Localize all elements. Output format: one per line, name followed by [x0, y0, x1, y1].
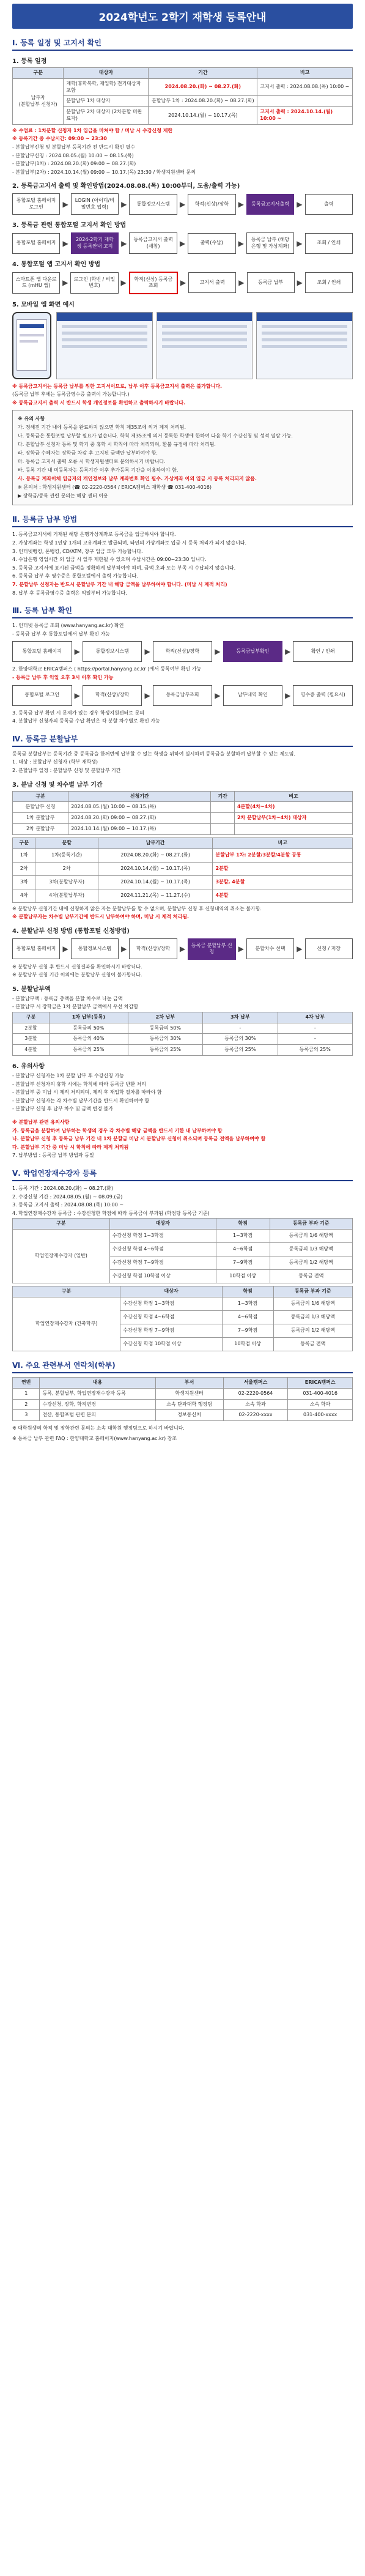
- flow-step: 통합포털 로그인: [12, 685, 72, 706]
- flow-confirm-2: [12, 685, 353, 706]
- cell: 등록금의 1/6 해당액: [273, 1297, 352, 1310]
- table-row: [13, 1388, 353, 1399]
- flow-step: 통합정보시스템: [71, 938, 119, 959]
- arrow-icon: ▶: [297, 945, 303, 954]
- table-row: [13, 889, 353, 902]
- installment-period-table: [12, 837, 353, 903]
- flow-step: 학적(신상)/장학: [188, 194, 235, 215]
- table-row: [13, 78, 353, 96]
- arrow-icon: ▶: [297, 239, 303, 248]
- flow-step: 로그인 (학번 / 비밀번호): [70, 272, 118, 294]
- section-2-heading: Ⅱ. 등록금 납부 방법: [12, 514, 353, 527]
- table-row: [13, 813, 353, 824]
- contact-table: [12, 1377, 353, 1421]
- screen-example: [56, 312, 153, 379]
- th: 부서: [155, 1377, 223, 1388]
- cell: 등록금의 25%: [278, 1045, 352, 1056]
- s5-line: 4. 학업연장재수강자 등록금 : 수강신청한 학점에 따라 등록금이 부과됨 (학점당 등록금 기준): [12, 1210, 210, 1216]
- cell: 등록금의 30%: [128, 1034, 202, 1045]
- cell: -: [278, 1023, 352, 1034]
- cell: 수강신청 학점 1~3학점: [109, 1230, 216, 1243]
- app-note: ※ 등록금고지서 출력 시 반드시 학생 개인정보를 확인하고 출력하시기 바랍니다.: [12, 399, 186, 406]
- s2-line: 5. 등록금 고지서에 표시된 금액을 정확하게 납부하여야 하며, 금액 초과 또는 부족 시 수납되지 않습니다.: [12, 565, 236, 571]
- th: 구분: [13, 1012, 50, 1023]
- th: 비고: [213, 837, 353, 848]
- s4-red: ※ 분할납부 관련 유의사항: [12, 1119, 70, 1126]
- arrow-icon: ▶: [297, 199, 303, 209]
- cell: 4차(분할납부자): [35, 889, 98, 902]
- cell: 수강신청 학점 4~6학점: [109, 1243, 216, 1256]
- contact2: ▶ 장학금/등록 관련 문의는 해당 센터 이용: [18, 493, 108, 499]
- arrow-icon: ▶: [238, 278, 245, 288]
- screen-examples: [56, 312, 353, 379]
- cell: 학업연장재수강자 (건축학부): [13, 1297, 120, 1351]
- cell: 3차: [13, 875, 35, 889]
- cell: 등록금의 1/2 해당액: [273, 1324, 352, 1337]
- cell: 납부자 (분할납부 신청자): [13, 78, 64, 124]
- cell: 분할납부 2차 대상자 (2차분할 미완료자): [64, 107, 149, 125]
- th: 연번: [13, 1377, 40, 1388]
- arrow-icon: ▶: [180, 278, 186, 288]
- flow-confirm: [12, 641, 353, 662]
- cell: 2차: [35, 862, 98, 875]
- cell: 수강신청 학점 4~6학점: [120, 1310, 222, 1324]
- schedule-table: [12, 67, 353, 125]
- th: 분할: [35, 837, 98, 848]
- caution-item: 나. 등록금은 통합포털 납부할 필요가 없습니다. 학칙 제35조에 의거 등록한 학생에 한하여 다음 학기 수강신청 및 성적 열람 가능.: [18, 433, 293, 439]
- arrow-icon: ▶: [179, 239, 186, 248]
- s4-line6: - 분할납부 신청자는 각 차수별 납부기간을 반드시 확인하여야 함: [12, 1097, 150, 1104]
- table-row: [13, 1023, 353, 1034]
- table-row: [13, 1230, 353, 1243]
- s2-line: 1. 등록금고지서에 기재된 해당 은행가상계좌로 등록금을 입금하셔야 합니다.: [12, 532, 176, 538]
- cell: 2차: [13, 862, 35, 875]
- flow-step: 등록금고지서출력: [246, 194, 294, 215]
- table-row: [13, 1045, 353, 1056]
- cell: 수강신청 학점 10학점 이상: [109, 1270, 216, 1283]
- app-note: (등록금 납부 후에는 등록금영수증 출력이 가능합니다.): [12, 392, 130, 398]
- th: 학점: [216, 1219, 270, 1230]
- flow-step: 납부내역 확인: [223, 685, 283, 706]
- table-row: [13, 802, 353, 813]
- s2-red-line: 7. 분할납부 신청자는 반드시 분할납부 기간 내 해당 금액을 납부하여야 합니다. (미납 시 제적 처리): [12, 582, 227, 588]
- cell: 수강신청 학점 7~9학점: [120, 1324, 222, 1337]
- flow-step: 통합포털 홈페이지 로그인: [12, 193, 60, 215]
- cell: 2: [13, 1399, 40, 1410]
- s1-sub1: 1. 등록 일정: [12, 58, 47, 65]
- s4-sub1: 1. 대상 : 분할납부 신청자 (학부 재학생): [12, 759, 98, 765]
- caution-title: ※ 유의 사항: [18, 416, 45, 422]
- cell: 031-400-4016: [288, 1388, 353, 1399]
- cell: [257, 96, 353, 107]
- th: 등록금 부과 기준: [273, 1286, 352, 1297]
- cell: 10학점 이상: [222, 1337, 273, 1351]
- arrow-icon: ▶: [120, 278, 127, 288]
- flow-step: 출력: [305, 194, 353, 215]
- s5-line: 2. 수강신청 기간 : 2024.08.05.(월) ~ 08.09.(금): [12, 1193, 123, 1200]
- caution-item: 라. 장학금 수혜자는 장학금 차감 후 고지된 금액만 납부하여야 함.: [18, 450, 158, 456]
- s4-red: 나. 분할납부 신청 후 등록금 납부 기간 내 1차 분할금 미납 시 분할납부 신청이 취소되며 등록금 전액을 납부하여야 함: [12, 1136, 266, 1142]
- th: 대상자: [120, 1286, 222, 1297]
- s4-line6: - 분할납부 신청자의 휴학 시에는 학칙에 따라 등록금 반환 처리: [12, 1081, 146, 1087]
- cell: 수강신청 학점 1~3학점: [120, 1297, 222, 1310]
- cell: 1~3학점: [222, 1297, 273, 1310]
- s4-intro: 등록금 분할납부는 등록기간 중 등록금을 한꺼번에 납부할 수 없는 학생을 위하여 실시하며 등록금을 분할하여 납부할 수 있는 제도임.: [12, 751, 296, 757]
- flow-step: 통합포털 홈페이지: [12, 233, 60, 254]
- s1-sub2b: 3. 등록금 관련 통합포털 고지서 확인 방법: [12, 222, 127, 229]
- arrow-icon: ▶: [238, 199, 244, 209]
- flow-step: 등록금납부조회: [153, 685, 213, 706]
- th: 구분: [13, 1286, 120, 1297]
- footer-note: ※ 대학원생의 학적 및 장학관련 문의는 소속 대학원 행정팀으로 하시기 바랍니다.: [12, 1425, 185, 1431]
- cell: 3: [13, 1410, 40, 1421]
- th: 대상자: [109, 1219, 216, 1230]
- cell: [234, 823, 352, 834]
- th: 구분: [13, 1219, 110, 1230]
- cell: 4차: [13, 889, 35, 902]
- arrow-icon: ▶: [121, 239, 127, 248]
- cell: [211, 802, 235, 813]
- flow-step: 고지서 출력: [188, 272, 236, 293]
- cell: -: [278, 1034, 352, 1045]
- cell: 2차 분할납부(1차~4차) 대상자: [234, 813, 352, 824]
- th: 구분: [13, 68, 64, 79]
- th: 비고: [257, 68, 353, 79]
- cell: 등록금의 1/3 해당액: [270, 1243, 352, 1256]
- sub-line: - 분할납부(1차) : 2024.08.20.(화) 09:00 ~ 08.27.(화): [12, 161, 136, 167]
- flow-step: 조회 / 인쇄: [305, 272, 353, 293]
- s2-last: 8. 납부 후 등록금영수증 출력은 익일부터 가능합니다.: [12, 590, 127, 596]
- arrow-icon: ▶: [238, 945, 244, 954]
- cell: 2024.08.20.(화) ~ 08.27.(화): [98, 848, 213, 862]
- cell: 10학점 이상: [216, 1270, 270, 1283]
- cell: [211, 813, 235, 824]
- cell: 4~6학점: [216, 1243, 270, 1256]
- cell: 1차(등록기간): [35, 848, 98, 862]
- cell: 등록, 분할납부, 학업연장재수강자 등록: [40, 1388, 155, 1399]
- cell: 등록금의 25%: [128, 1045, 202, 1056]
- cell: 학생지원센터: [155, 1388, 223, 1399]
- arrow-icon: ▶: [74, 647, 80, 656]
- cell: 재학(휴학복학, 재입학) 전기대상자 포함: [64, 78, 149, 96]
- s3-line3: 3. 등록금 납부 확인 시 문제가 있는 경우 학생지원센터로 문의: [12, 710, 144, 716]
- cell: 4~6학점: [222, 1310, 273, 1324]
- cell: 등록금의 50%: [128, 1023, 202, 1034]
- th: 구분: [13, 837, 35, 848]
- phone-mockup-icon: [12, 312, 51, 379]
- th: 기간: [211, 791, 235, 802]
- arrow-icon: ▶: [238, 239, 244, 248]
- table-row: [13, 1399, 353, 1410]
- table-row: [13, 1410, 353, 1421]
- flow-step: 통합포털 홈페이지: [12, 641, 72, 662]
- cell: 2분할: [213, 862, 353, 875]
- flow-step: 확인 / 인쇄: [293, 641, 353, 662]
- cell: 2024.11.21.(목) ~ 11.27.(수): [98, 889, 213, 902]
- th: 신청기간: [68, 791, 211, 802]
- cell: 등록금의 1/6 해당액: [270, 1230, 352, 1243]
- cell: 분할납부 신청: [13, 802, 68, 813]
- th: 비고: [234, 791, 352, 802]
- cell: 2024.10.14.(월) ~ 10.17.(목): [98, 862, 213, 875]
- th: 4차 납부: [278, 1012, 352, 1023]
- footer-note: ※ 등록금 납부 관련 FAQ : 한양대학교 홈페이지(www.hanyang.ac.kr) 참조: [12, 1436, 177, 1442]
- s1-sub2c: 4. 통합포털 앱 고지서 확인 방법: [12, 261, 101, 268]
- warn-note: ※ 등록기간 중 수납시간: 09:00 ~ 23:30: [12, 136, 107, 142]
- s2-line: 6. 등록금 납부 후 영수증은 통합포털에서 출력 가능합니다.: [12, 573, 138, 579]
- cell: 등록금 전액: [270, 1270, 352, 1283]
- sub-line: - 분할납부신청 및 분할납부 등록기간 전 반드시 확인 필수: [12, 144, 135, 150]
- cell: 7~9학점: [216, 1256, 270, 1270]
- flow-step: 출력(수납): [188, 233, 235, 254]
- s3-line2: - 등록금 납부 후 익일 오후 3시 이후 확인 가능: [12, 675, 114, 680]
- section-1-heading: Ⅰ. 등록 일정 및 고지서 확인: [12, 37, 353, 51]
- th: 2차 납부: [128, 1012, 202, 1023]
- cell: 2차 분할납부: [13, 823, 68, 834]
- th: 대상자: [64, 68, 149, 79]
- cell: 분할납부 1차 : 2024.08.20.(화) ~ 08.27.(화): [149, 96, 257, 107]
- th: 납부기간: [98, 837, 213, 848]
- flow-step: 학적(신상)/장학: [153, 641, 213, 662]
- s2-line: 3. 인터넷뱅킹, 폰뱅킹, CD/ATM, 창구 입금 모두 가능합니다.: [12, 548, 143, 554]
- screen-example: [157, 312, 253, 379]
- cell: 2분할: [13, 1023, 50, 1034]
- th: 학점: [222, 1286, 273, 1297]
- cell: 수강신청 학점 7~9학점: [109, 1256, 216, 1270]
- s4-sub2: 2. 분할납부 일정 : 분할납부 신청 및 분할납부 기간: [12, 767, 121, 773]
- s3-line: - 등록금 납부 후 통합포털에서 납부 확인 가능: [12, 631, 110, 637]
- s5-line: 1. 등록 기간 : 2024.08.20.(화) ~ 08.27.(화): [12, 1186, 113, 1192]
- th: 기간: [149, 68, 257, 79]
- th: 등록금 부과 기준: [270, 1219, 352, 1230]
- table-row: [13, 1297, 353, 1310]
- flow-step: 등록금 납부: [247, 272, 295, 293]
- cell: 소속 단과대학 행정팀: [155, 1399, 223, 1410]
- section-3-heading: Ⅲ. 등록 납부 확인: [12, 605, 353, 618]
- arrow-icon: ▶: [215, 647, 221, 656]
- flow-step: LOGIN (아이디/비밀번호 입력): [71, 193, 119, 215]
- arrow-icon: ▶: [285, 647, 291, 656]
- flow-step: 등록금 납부 (해당은행 및 가상계좌): [246, 232, 294, 254]
- cell: 등록금의 50%: [50, 1023, 128, 1034]
- s4-sub3: 3. 분납 신청 및 차수별 납부 기간: [12, 781, 103, 789]
- caution-item: 마. 등록금 고지서 출력 오류 시 학생지원센터로 문의하시기 바랍니다.: [18, 459, 166, 465]
- section-5-heading: Ⅴ. 학업연장재수강자 등록: [12, 1168, 353, 1181]
- flow-step: 영수증 출력 (필요시): [293, 685, 353, 706]
- s3-line3: 4. 분할납부 신청자의 등록금 수납 확인은 각 분할 차수별로 확인 가능: [12, 718, 160, 724]
- s4-sub5: 5. 분할납부액: [12, 985, 51, 993]
- s4-line5: - 분할납부액 : 등록금 총액을 분할 차수로 나눈 금액: [12, 995, 123, 1001]
- arrow-icon: ▶: [179, 945, 186, 954]
- cell: 등록금의 25%: [50, 1045, 128, 1056]
- flow-app: [12, 272, 353, 294]
- cell: 3차(분할납부자): [35, 875, 98, 889]
- cell: 1차: [13, 848, 35, 862]
- cell: 02-2220-xxxx: [223, 1410, 288, 1421]
- page-title: 2024학년도 2학기 재학생 등록안내: [12, 4, 353, 29]
- arrow-icon: ▶: [285, 691, 291, 700]
- flow-step: 학적(신상)/장학: [129, 938, 177, 959]
- cell: 2024.08.20.(화) ~ 08.27.(화): [149, 78, 257, 96]
- cell: 2024.10.14.(월) 09:00 ~ 10.17.(목): [68, 823, 211, 834]
- arrow-icon: ▶: [62, 945, 68, 954]
- cell: 분할납부 1차: 2분할/3분할/4분할 공통: [213, 848, 353, 862]
- flow-step: 통합정보시스템: [129, 194, 177, 215]
- cell: 4분할(4차~4차): [234, 802, 352, 813]
- cell: 소속 학과: [288, 1399, 353, 1410]
- table-row: [13, 823, 353, 834]
- s4-red: 다. 분할납부 기간 중 미납 시 학칙에 따라 제적 처리됨: [12, 1144, 129, 1150]
- cell: 고지서 출력 : 2024.08.08.(목) 10:00 ~: [257, 78, 353, 96]
- cell: 1: [13, 1388, 40, 1399]
- arrow-icon: ▶: [74, 691, 80, 700]
- flow-step: 분할차수 선택: [246, 938, 294, 959]
- cell: 등록금 전액: [273, 1337, 352, 1351]
- cell: 고지서 출력 : 2024.10.14.(월) 10:00 ~: [257, 107, 353, 125]
- flow-step: 통합정보시스템: [83, 641, 142, 662]
- s4-line6: - 분할납부 신청 후 납부 차수 및 금액 변경 불가: [12, 1106, 113, 1112]
- arrow-icon: ▶: [179, 199, 186, 209]
- flow-step: 등록금고지서 출력 (새창): [129, 232, 177, 254]
- cell: 등록금의 30%: [203, 1034, 278, 1045]
- rows-note: ※ 수업료 : 1차분할 신청자 1차 입금을 마쳐야 함 / 미납 시 수강신청 제한: [12, 127, 173, 133]
- s3-line: 1. 인터넷 등록금 조회 (www.hanyang.ac.kr) 확인: [12, 623, 124, 629]
- flow-portal: [12, 193, 353, 215]
- screen-example: [256, 312, 353, 379]
- flow-step: 학적(신상)/장학: [83, 685, 142, 706]
- cell: 소속 학과: [223, 1399, 288, 1410]
- th: ERICA캠퍼스: [288, 1377, 353, 1388]
- t2-note: ※ 분할납부자는 차수별 납부기간에 반드시 납부하여야 하며, 미납 시 제적 처리됨.: [12, 914, 189, 920]
- cell: 031-400-xxxx: [288, 1410, 353, 1421]
- th: 1차 납부(등록): [50, 1012, 128, 1023]
- sub-line: - 분할납부신청 : 2024.08.05.(월) 10:00 ~ 08.15.(목): [12, 152, 134, 158]
- cell: 등록금의 25%: [203, 1045, 278, 1056]
- arrow-icon: ▶: [62, 199, 68, 209]
- cell: 1차 분할납부: [13, 813, 68, 824]
- cell: 학업연장재수강자 (일반): [13, 1230, 110, 1283]
- table-row: [13, 107, 353, 125]
- app-note: ※ 등록금고지서는 등록금 납부를 위한 고지서이므로, 납부 이후 등록금고지서 출력은 불가합니다.: [12, 383, 223, 389]
- caution-item: 다. 분할납부 신청자 등록 및 학기 중 휴학 시 학칙에 따라 처리되며, 환불 규정에 따라 처리됨.: [18, 442, 216, 448]
- cell: [211, 823, 235, 834]
- s4-line5: - 분할납부 시 장학금은 1차 분할납부 금액에서 우선 차감함: [12, 1004, 139, 1010]
- table-row: [13, 1034, 353, 1045]
- cell: 4분할: [13, 1045, 50, 1056]
- table-row: [13, 848, 353, 862]
- cell: 3분할, 4분할: [213, 875, 353, 889]
- table-row: [13, 862, 353, 875]
- cell: 2024.10.14.(월) ~ 10.17.(목): [98, 875, 213, 889]
- s3-line2: 2. 한양대학교 ERICA캠퍼스 ( https://portal.hanyang.ac.kr )에서 등록여부 확인 가능: [12, 666, 202, 672]
- cell: 수강신청, 장학, 학적변경: [40, 1399, 155, 1410]
- cell: 02-2220-0564: [223, 1388, 288, 1399]
- cell: 1~3학점: [216, 1230, 270, 1243]
- caution-red: 사. 등록금 계좌이체 입금자의 개인정보와 납부 계좌번호 확인 필수. 가상계좌 이외 입금 시 등록 처리되지 않음.: [18, 476, 257, 482]
- s4-red: 가. 등록금을 분할하여 납부하는 학생의 경우 각 차수별 해당 금액을 반드시 기한 내 납부하여야 함: [12, 1127, 223, 1134]
- arrow-icon: ▶: [62, 278, 68, 288]
- s4-line6: - 분할납부 중 미납 시 제적 처리되며, 제적 후 재입학 절차를 따라야 함: [12, 1089, 162, 1096]
- flow-step: 등록금납부확인: [223, 641, 283, 662]
- flow-installment: [12, 938, 353, 960]
- s2-line: 4. 수납은행 영업시간 외 입금 시 일부 제한될 수 있으며 수납시간은 09:00~23:30 입니다.: [12, 557, 207, 563]
- cell: 전산, 통합포털 관련 문의: [40, 1410, 155, 1421]
- table-row: [13, 875, 353, 889]
- flow-step: 통합포털 홈페이지: [12, 938, 60, 959]
- s4-sub6: 6. 유의사항: [12, 1063, 45, 1071]
- flow-step: 등록금 분할납부 신청: [188, 938, 235, 960]
- contact: ※ 문의처 : 학생지원센터 (☎ 02-2220-0564 / ERICA캠퍼스 재학생 ☎ 031-400-4016): [18, 484, 212, 491]
- cell: 2024.08.05.(월) 10:00 ~ 08.15.(목): [68, 802, 211, 813]
- th: 3차 납부: [203, 1012, 278, 1023]
- arrow-icon: ▶: [144, 691, 150, 700]
- section-6-heading: Ⅵ. 주요 관련부서 연락처(학부): [12, 1360, 353, 1373]
- cell: 2024.08.20.(화) 09:00 ~ 08.27.(화): [68, 813, 211, 824]
- cell: 4분할: [213, 889, 353, 902]
- th: 구분: [13, 791, 68, 802]
- s4-line6: - 분할납부 신청자는 1차 분할 납부 후 수강신청 가능: [12, 1073, 124, 1079]
- s1-sub2: 2. 등록금고지서 출력 및 확인방법(2024.08.08.(목) 10:00부터, 도움/출력 가능): [12, 183, 240, 190]
- arrow-icon: ▶: [297, 278, 303, 288]
- s4-sub4: 4. 분할납부 신청 방법 (통합포털 신청방법): [12, 927, 130, 935]
- cell: 2024.10.14.(월) ~ 10.17.(목): [149, 107, 257, 125]
- extension-table-architecture: [12, 1286, 353, 1351]
- s4-note: ※ 분할납부 신청 후 반드시 신청결과를 확인하시기 바랍니다.: [12, 963, 142, 970]
- table-row: [13, 96, 353, 107]
- s5-line: 3. 등록금 고지서 출력 : 2024.08.08.(목) 10:00 ~: [12, 1202, 124, 1208]
- arrow-icon: ▶: [62, 239, 68, 248]
- section-4-heading: Ⅳ. 등록금 분할납부: [12, 733, 353, 747]
- flow-step: 조회 / 인쇄: [305, 233, 353, 254]
- th: 서울캠퍼스: [223, 1377, 288, 1388]
- flow-step: 2024-2학기 재학생 등록안내 고지: [71, 232, 119, 254]
- cell: 등록금의 1/3 해당액: [273, 1310, 352, 1324]
- cell: -: [203, 1023, 278, 1034]
- caution-box: [12, 410, 353, 505]
- cell: 분할납부 1차 대상자: [64, 96, 149, 107]
- caution-item: 가. 정해진 기간 내에 등록을 완료하지 않으면 학칙 제35조에 의거 제적 처리됨.: [18, 425, 186, 431]
- t2-note: ※ 분할납부 신청기간 내에 신청하지 않은 자는 분할납부를 할 수 없으며, 분할납부 신청 후 신청내역의 취소는 불가함.: [12, 905, 262, 911]
- installment-schedule-table: [12, 791, 353, 835]
- sub-line: - 분할납부(2차) : 2024.10.14.(월) 09:00 ~ 10.17.(목) 23:30 / 학생지원센터 문의: [12, 169, 196, 175]
- caution-item: 바. 등록 기간 내 미등록자는 등록기간 이후 추가등록 기간을 이용하여야 함.: [18, 467, 179, 473]
- s2-line: 2. 가상계좌는 학생 1인당 1개의 고유계좌로 발급되며, 타인의 가상계좌로 입금 시 등록 처리가 되지 않습니다.: [12, 540, 247, 546]
- th: 내용: [40, 1377, 155, 1388]
- cell: 등록금의 40%: [50, 1034, 128, 1045]
- arrow-icon: ▶: [215, 691, 221, 700]
- app-screens: [12, 312, 353, 379]
- extension-table-general: [12, 1218, 353, 1283]
- arrow-icon: ▶: [144, 647, 150, 656]
- arrow-icon: ▶: [121, 945, 127, 954]
- installment-amount-table: [12, 1012, 353, 1056]
- cell: 정보통신처: [155, 1410, 223, 1421]
- flow-step: 스마트폰 앱 다운로드 (mHU 앱): [12, 272, 60, 294]
- cell: 등록금의 1/2 해당액: [270, 1256, 352, 1270]
- s1-sub2d: 5. 모바일 앱 화면 예시: [12, 301, 75, 308]
- cell: 7~9학점: [222, 1324, 273, 1337]
- cell: 수강신청 학점 10학점 이상: [120, 1337, 222, 1351]
- flow-step: 신청 / 저장: [305, 938, 353, 959]
- flow-notice: [12, 232, 353, 254]
- flow-step: 학적(신상) 등록금 조회: [129, 272, 178, 294]
- s4-sub7: 7. 납부방법 : 등록금 납부 방법과 동일: [12, 1153, 94, 1159]
- arrow-icon: ▶: [121, 199, 127, 209]
- s4-note: ※ 분할납부 신청 기간 이외에는 분할납부 신청이 불가합니다.: [12, 972, 142, 978]
- cell: 3분할: [13, 1034, 50, 1045]
